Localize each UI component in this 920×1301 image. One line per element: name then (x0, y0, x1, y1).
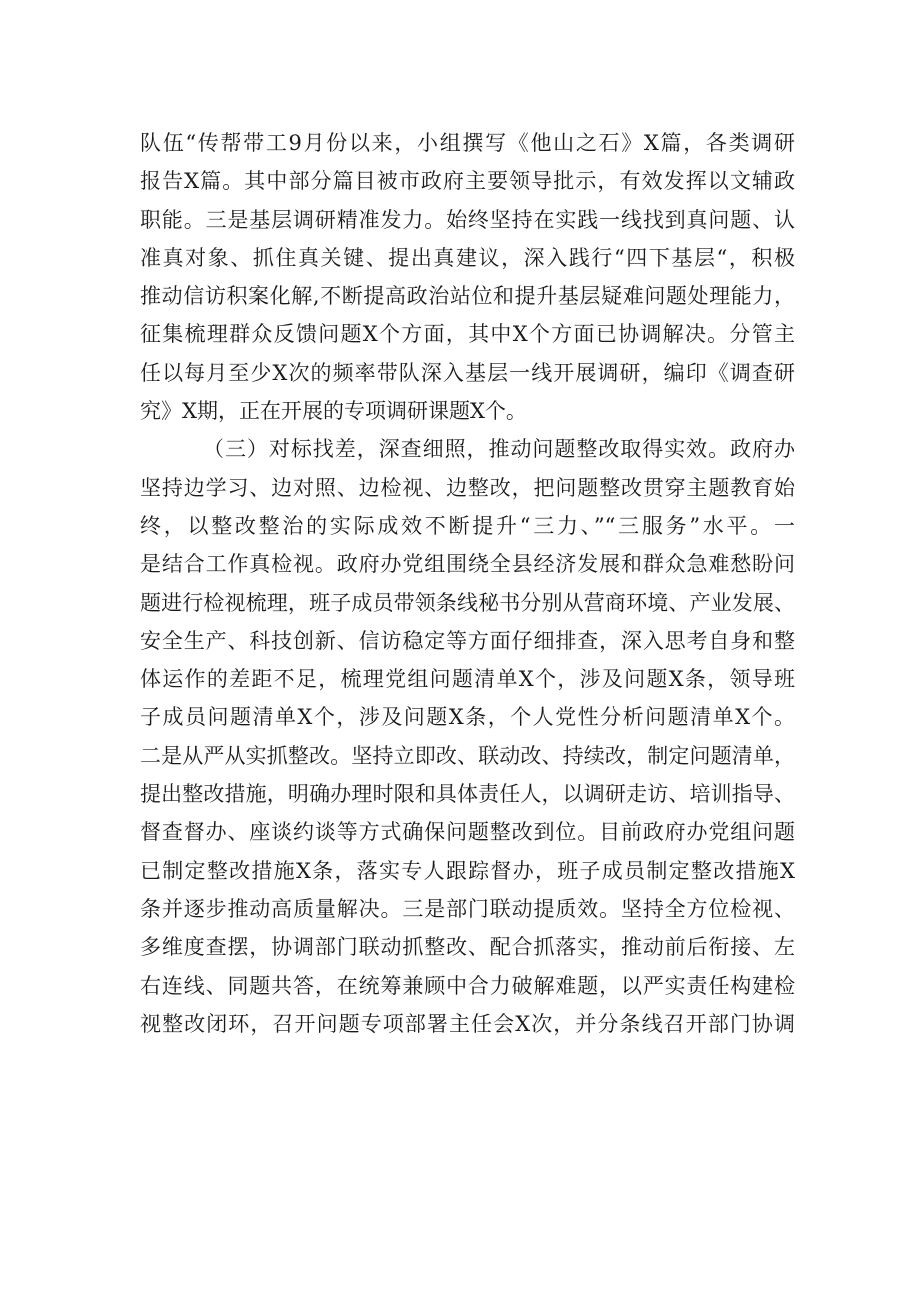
text-line: 是结合工作真检视。政府办党组围绕全县经济发展和群众急难愁盼问 (140, 552, 795, 577)
text-line: 已制定整改措施X条，落实专人跟踪督办，班子成员制定整改措施X (140, 858, 795, 883)
text-line: 多维度查摆，协调部门联动抓整改、配合抓落实，推动前后衔接、左 (140, 935, 795, 960)
text-line: 坚持边学习、边对照、边检视、边整改，把问题整改贯穿主题教育始 (140, 475, 795, 500)
text-line: 征集梳理群众反馈问题X个方面，其中X个方面已协调解决。分管主 (140, 322, 795, 347)
text-line: 报告X篇。其中部分篇目被市政府主要领导批示，有效发挥以文辅政 (140, 169, 795, 194)
text-line: 视整改闭环，召开问题专项部署主任会X次，并分条线召开部门协调 (140, 1011, 795, 1036)
text-line: 任以每月至少X次的频率带队深入基层一线开展调研，编印《调查研 (140, 360, 795, 385)
body-text (140, 124, 795, 1043)
text-line: 究》X期，正在开展的专项调研课题X个。 (140, 399, 527, 424)
text-line: 推动信访积案化解,不断提高政治站位和提升基层疑难问题处理能力， (140, 284, 795, 309)
text-line: 右连线、同题共答，在统筹兼顾中合力破解难题，以严实责任构建检 (140, 973, 795, 998)
text-line: 终，以整改整治的实际成效不断提升“三力、”“三服务”水平。一 (140, 513, 795, 538)
text-line: 督查督办、座谈约谈等方式确保问题整改到位。目前政府办党组问题 (140, 820, 795, 845)
text-line: 子成员问题清单X个，涉及问题X条，个人党性分析问题清单X个。 (140, 705, 795, 730)
text-line: 职能。三是基层调研精准发力。始终坚持在实践一线找到真问题、认 (140, 207, 795, 232)
text-line: 队伍“传帮带工9月份以来，小组撰写《他山之石》X篇，各类调研 (140, 131, 795, 155)
text-line: 准真对象、抓住真关键、提出真建议，深入践行“四下基层“，积极 (140, 245, 795, 270)
section-heading-line: （三）对标找差，深查细照，推动问题整改取得实效。政府办 (203, 437, 795, 462)
text-line: 题进行检视梳理，班子成员带领条线秘书分别从营商环境、产业发展、 (140, 590, 795, 615)
text-line: 二是从严从实抓整改。坚持立即改、联动改、持续改，制定问题清单， (140, 743, 795, 768)
text-line: 条并逐步推动高质量解决。三是部门联动提质效。坚持全方位检视、 (140, 896, 795, 921)
text-line: 安全生产、科技创新、信访稳定等方面仔细排查，深入思考自身和整 (140, 628, 795, 653)
text-line: 体运作的差距不足，梳理党组问题清单X个，涉及问题X条，领导班 (140, 667, 795, 692)
text-line: 提出整改措施，明确办理时限和具体责任人，以调研走访、培训指导、 (140, 782, 795, 807)
